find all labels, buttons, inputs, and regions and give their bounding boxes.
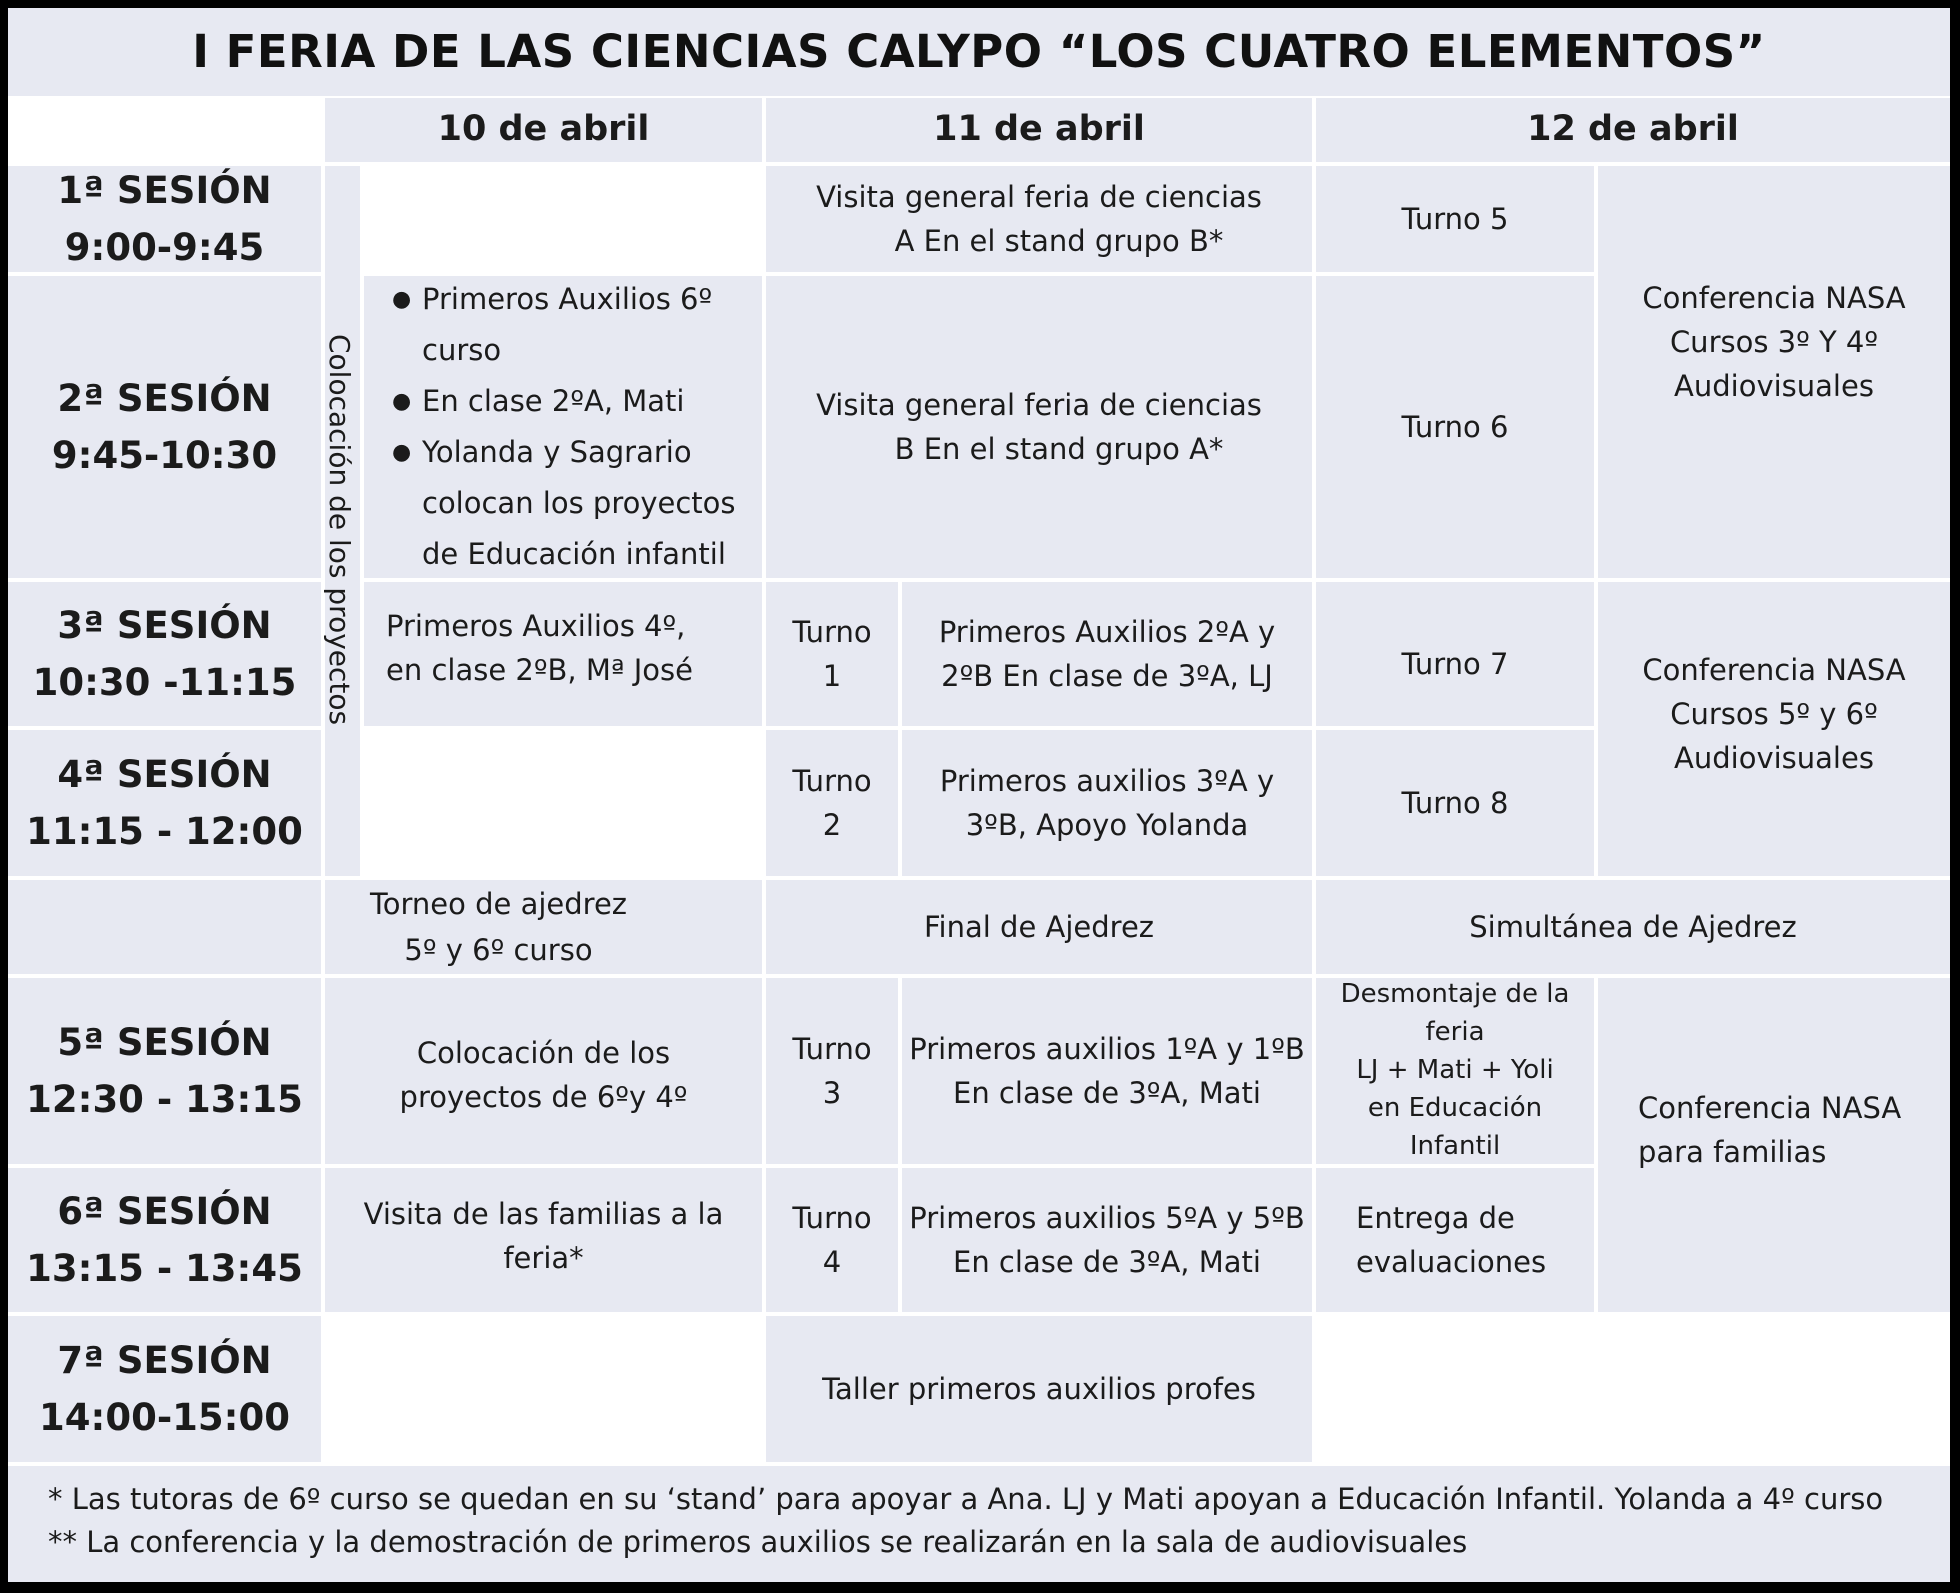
turno-cell: Turno 8 xyxy=(1316,730,1594,876)
session-label xyxy=(8,978,321,1164)
cell-line: Torneo de ajedrez xyxy=(369,886,628,921)
cell-line: Infantil xyxy=(1409,1130,1501,1161)
cell-line: LJ + Mati + Yoli xyxy=(1356,1055,1554,1086)
session-time: 11:15 - 12:00 xyxy=(26,810,303,853)
cell-line: Conferencia NASA xyxy=(1642,652,1906,687)
cell-line: Turno xyxy=(792,763,872,798)
cell-line: Colocación de los xyxy=(416,1035,671,1070)
turno-detail xyxy=(902,978,1312,1164)
cell-line: en clase 2ºB, Mª José xyxy=(386,653,693,688)
footnote: * Las tutoras de 6º curso se quedan en su ‘stand’ para apoyar a Ana. LJ y Mati apoyan a Educación Infantil. Yolanda a 4º curso xyxy=(48,1482,1884,1516)
cell-line: Audiovisuales xyxy=(1674,369,1874,404)
cell-line: Primeros Auxilios 2ºA y xyxy=(938,614,1276,649)
conference-nasa-families xyxy=(1598,978,1950,1312)
cell-line: Visita general feria de ciencias xyxy=(816,387,1262,422)
turno-detail xyxy=(902,582,1312,726)
cell-line: proyectos de 6ºy 4º xyxy=(399,1080,688,1114)
cell-line: 4 xyxy=(822,1245,842,1279)
cell-line: 3ºB, Apoyo Yolanda xyxy=(965,808,1249,842)
cell-line: en Educación xyxy=(1367,1092,1543,1123)
cell-line: 3 xyxy=(822,1076,842,1110)
day11-s2-cell xyxy=(766,276,1312,578)
cell-line: Turno xyxy=(792,1031,872,1066)
session-time: 12:30 - 13:15 xyxy=(26,1078,303,1121)
bullet-icon: ● xyxy=(392,389,412,414)
day11-break-cell: Final de Ajedrez xyxy=(766,880,1312,974)
cell-line: Cursos 5º y 6º xyxy=(1670,696,1878,731)
cell-line: 2 xyxy=(822,808,842,842)
day12-s5-cell xyxy=(1316,978,1594,1164)
day12-s7-cell xyxy=(1316,1316,1950,1462)
day10-break-cell xyxy=(325,880,762,974)
cell-line: Primeros Auxilios 4º, xyxy=(386,609,686,643)
turno-detail xyxy=(902,1168,1312,1312)
session-name: 3ª SESIÓN xyxy=(57,603,272,647)
cell-line: Primeros auxilios 5ºA y 5ºB xyxy=(909,1200,1305,1235)
conference-nasa-2 xyxy=(1598,582,1950,876)
conference-nasa-1 xyxy=(1598,166,1950,578)
bullet-icon: ● xyxy=(392,287,412,312)
session-time: 9:45-10:30 xyxy=(51,434,278,477)
cell-line: Entrega de xyxy=(1356,1200,1515,1235)
cell-line: Primeros auxilios 3ºA y xyxy=(939,763,1275,798)
day10-s3-cell xyxy=(364,582,762,726)
session-label xyxy=(8,166,321,272)
day10-s2-cell xyxy=(364,276,762,578)
footnote: ** La conferencia y la demostración de primeros auxilios se realizarán en la sala de audiovisuales xyxy=(48,1525,1468,1559)
session-name: 7ª SESIÓN xyxy=(57,1338,272,1382)
page-title: I FERIA DE LAS CIENCIAS CALYPO “LOS CUATRO ELEMENTOS” xyxy=(8,8,1950,96)
session-name: 1ª SESIÓN xyxy=(57,168,272,212)
day10-s7-cell xyxy=(325,1316,762,1462)
list-item: ● En clase 2ºA, Mati xyxy=(422,376,736,427)
day10-s4-cell xyxy=(364,730,762,876)
cell-line: Primeros auxilios 1ºA y 1ºB xyxy=(909,1031,1305,1066)
cell-line: Audiovisuales xyxy=(1674,741,1874,776)
bullet-icon: ● xyxy=(392,440,412,465)
session-name: 6ª SESIÓN xyxy=(57,1189,272,1233)
session-time: 14:00-15:00 xyxy=(39,1396,290,1439)
cell-line: 1 xyxy=(822,659,842,693)
session-name: 2ª SESIÓN xyxy=(57,376,272,420)
session-label xyxy=(8,1316,321,1462)
cell-line: Turno xyxy=(792,614,872,649)
cell-line: Desmontaje de la xyxy=(1340,979,1570,1010)
day-header-10: 10 de abril xyxy=(325,98,762,162)
turno-label xyxy=(766,582,898,726)
session-name: 4ª SESIÓN xyxy=(57,752,272,796)
bullet-list xyxy=(364,274,736,580)
session-label xyxy=(8,1168,321,1312)
session-label xyxy=(8,730,321,876)
turno-label xyxy=(766,730,898,876)
turno-label xyxy=(766,1168,898,1312)
day10-s1-cell xyxy=(364,166,762,272)
day11-s1-cell xyxy=(766,166,1312,272)
cell-line: feria xyxy=(1425,1017,1485,1048)
turno-cell: Turno 7 xyxy=(1316,582,1594,726)
turno-label xyxy=(766,978,898,1164)
cell-line: Conferencia NASA xyxy=(1642,280,1906,315)
break-row-label xyxy=(8,880,321,974)
cell-line: para familias xyxy=(1638,1135,1827,1169)
schedule-table xyxy=(8,8,1950,1582)
session-time: 9:00-9:45 xyxy=(64,226,265,269)
session-time: 10:30 -11:15 xyxy=(32,661,297,704)
cell-line: evaluaciones xyxy=(1356,1245,1547,1279)
session-label xyxy=(8,276,321,578)
cell-line: A En el stand grupo B* xyxy=(894,224,1224,258)
turno-cell: Turno 5 xyxy=(1316,166,1594,272)
cell-line: Turno xyxy=(792,1200,872,1235)
session-name: 5ª SESIÓN xyxy=(57,1020,272,1064)
day10-s6-cell xyxy=(325,1168,762,1312)
day-header-11: 11 de abril xyxy=(766,98,1312,162)
header-corner xyxy=(8,98,321,162)
cell-line: En clase de 3ºA, Mati xyxy=(953,1245,1261,1279)
day12-s6-cell xyxy=(1316,1168,1594,1312)
cell-line: Conferencia NASA xyxy=(1638,1090,1902,1125)
day12-break-cell: Simultánea de Ajedrez xyxy=(1316,880,1950,974)
turno-detail xyxy=(902,730,1312,876)
session-label xyxy=(8,582,321,726)
vertical-label-colocacion: Colocación de los proyectos xyxy=(325,166,360,876)
day11-s7-cell: Taller primeros auxilios profes xyxy=(766,1316,1312,1462)
cell-line: Visita general feria de ciencias xyxy=(816,179,1262,214)
cell-line: feria* xyxy=(503,1241,584,1276)
list-item: ● Yolanda y Sagrario colocan los proyectos de Educación infantil xyxy=(422,427,736,580)
cell-line: 5º y 6º curso xyxy=(404,933,593,967)
turno-cell: Turno 6 xyxy=(1316,276,1594,578)
cell-line: 2ºB En clase de 3ºA, LJ xyxy=(941,659,1273,693)
day-header-12: 12 de abril xyxy=(1316,98,1950,162)
list-item: ● Primeros Auxilios 6º curso xyxy=(422,274,736,376)
session-time: 13:15 - 13:45 xyxy=(26,1247,303,1290)
cell-line: En clase de 3ºA, Mati xyxy=(953,1076,1261,1110)
cell-line: B En el stand grupo A* xyxy=(894,432,1224,466)
day10-s5-cell xyxy=(325,978,762,1164)
cell-line: Cursos 3º Y 4º xyxy=(1669,324,1879,359)
cell-line: Visita de las familias a la xyxy=(363,1197,724,1231)
